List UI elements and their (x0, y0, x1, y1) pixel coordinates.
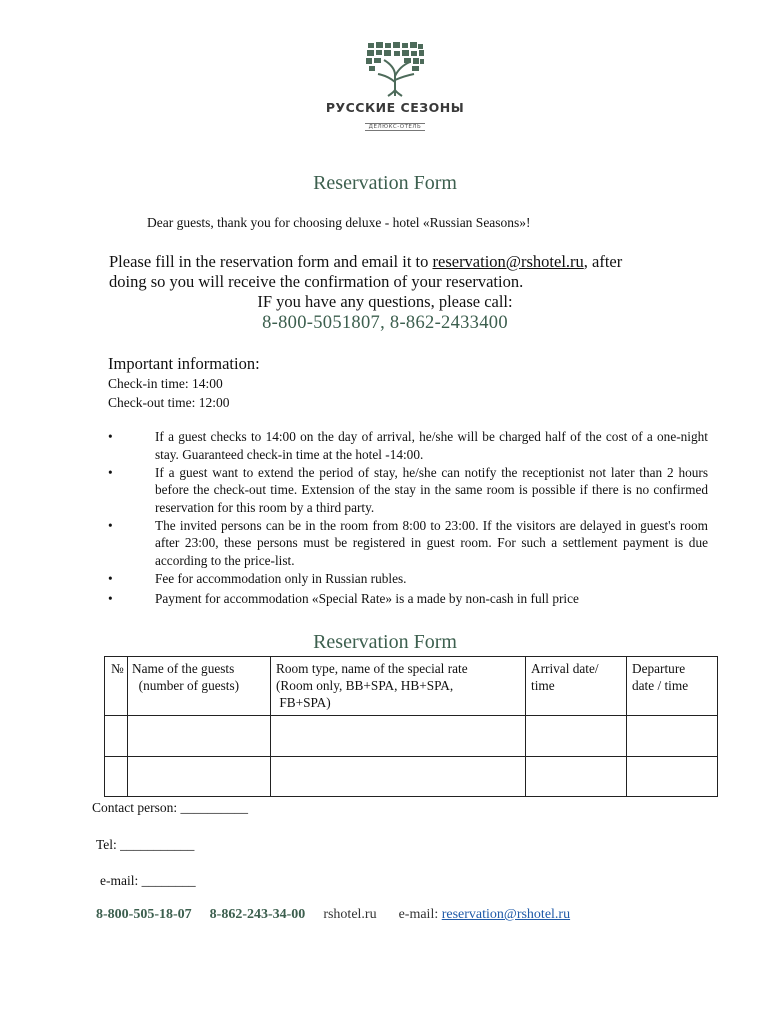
brand-subtitle: ДЕЛЮКС-ОТЕЛЬ (365, 123, 426, 131)
greeting-text: Dear guests, thank you for choosing deluxe - hotel «Russian Seasons»! (147, 215, 531, 230)
list-item (108, 517, 708, 570)
footer-phone-2: 8-862-243-34-00 (209, 907, 306, 922)
col-guest-name-sub: (number of guests) (138, 678, 240, 693)
list-item (108, 428, 708, 463)
bullet: • (108, 464, 113, 480)
tel-field[interactable]: Tel: ___________ (96, 837, 195, 852)
email-field[interactable]: e-mail: ________ (100, 873, 196, 888)
table-cell[interactable] (105, 757, 128, 797)
col-departure-sub: date / time (632, 678, 689, 693)
fill-instructions (109, 252, 709, 292)
phone-numbers: 8-800-5051807, 8-862-2433400 (262, 313, 508, 333)
col-room-type (271, 657, 526, 716)
col-guest-name (128, 657, 271, 716)
hotel-logo (320, 40, 470, 135)
table-cell[interactable] (128, 757, 271, 797)
footer-email-label: e-mail: (398, 907, 442, 922)
fill-line2: doing so you will receive the confirmation of your reservation. (109, 272, 524, 291)
reservation-table (104, 656, 718, 797)
table-cell[interactable] (627, 757, 718, 797)
rule-text: Payment for accommodation «Special Rate» is a made by non-cash in full price (155, 591, 579, 606)
col-room-sub: (Room only, BB+SPA, HB+SPA, (276, 678, 454, 693)
col-departure-label: Departure (632, 661, 686, 676)
col-arrival-sub: time (531, 678, 555, 693)
bullet: • (108, 517, 113, 533)
checkin-time: Check-in time: 14:00 (108, 376, 223, 391)
questions-text: IF you have any questions, please call: (257, 292, 513, 311)
bullet: • (108, 429, 113, 444)
important-heading: Important information: (108, 354, 260, 373)
rules-list (108, 428, 708, 608)
table-cell[interactable] (271, 716, 526, 757)
table-cell[interactable] (526, 716, 627, 757)
col-number: № (105, 657, 128, 716)
fill-prefix: Please fill in the reservation form and email it to (109, 252, 433, 271)
form-title: Reservation Form (313, 631, 457, 653)
footer-email-link[interactable]: reservation@rshotel.ru (441, 907, 571, 922)
table-row[interactable] (105, 716, 718, 757)
rule-text: The invited persons can be in the room from 8:00 to 23:00. If the visitors are delayed in guest's room after 23:00, these persons must be registered in guest room. For such a settlement payment is due according to the price-list. (155, 517, 708, 568)
footer-site[interactable]: rshotel.ru (323, 907, 377, 922)
col-arrival (526, 657, 627, 716)
footer (96, 907, 570, 923)
table-header-row (105, 657, 718, 716)
bullet: • (108, 591, 113, 606)
brand-name: РУССКИЕ СЕЗОНЫ (325, 100, 465, 115)
table-row[interactable] (105, 757, 718, 797)
fill-suffix: , after (583, 252, 623, 271)
table-cell[interactable] (128, 716, 271, 757)
col-arrival-label: Arrival date/ (531, 661, 599, 676)
table-cell[interactable] (526, 757, 627, 797)
reservation-email-link[interactable]: reservation@rshotel.ru (432, 252, 584, 271)
checkout-time: Check-out time: 12:00 (108, 395, 230, 410)
tree-logo-icon (364, 40, 426, 98)
footer-phone-1: 8-800-505-18-07 (96, 907, 192, 922)
page-title: Reservation Form (313, 172, 457, 194)
list-item (108, 464, 708, 517)
col-room-label: Room type, name of the special rate (276, 661, 468, 676)
col-room-sub2: FB+SPA) (279, 695, 331, 710)
bullet: • (108, 570, 113, 586)
contact-person-field[interactable]: Contact person: __________ (92, 800, 248, 815)
table-cell[interactable] (271, 757, 526, 797)
col-departure (627, 657, 718, 716)
list-item (108, 590, 708, 608)
rule-text: If a guest checks to 14:00 on the day of arrival, he/she will be charged half of the cost of a one-night stay. Guaranteed check-in time at the hotel -14:00. (155, 429, 708, 462)
important-info (108, 354, 260, 412)
rule-text: Fee for accommodation only in Russian rubles. (155, 570, 407, 586)
rule-text: If a guest want to extend the period of stay, he/she can notify the receptionist not later than 2 hours before the check-out time. Extension of the stay in the same room is possible if there is no confirmed reservation for this room by a third party. (155, 464, 708, 515)
list-item (108, 570, 708, 588)
col-guest-name-label: Name of the guests (132, 661, 235, 676)
table-cell[interactable] (627, 716, 718, 757)
table-cell[interactable] (105, 716, 128, 757)
